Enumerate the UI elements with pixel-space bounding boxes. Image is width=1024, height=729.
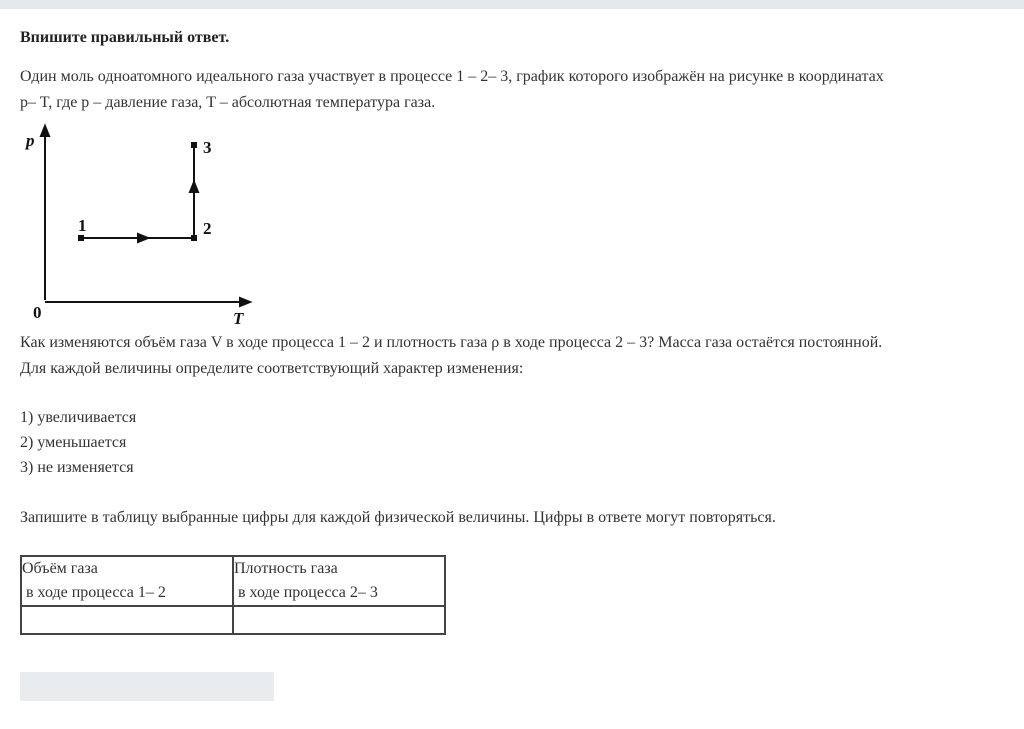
point-3: [192, 143, 196, 147]
question-line: Для каждой величины определите соответствующий характер изменения:: [20, 360, 524, 377]
point-3-label: 3: [203, 138, 212, 157]
point-2-label: 2: [203, 219, 212, 238]
question-text: [20, 330, 1010, 382]
task-heading: Впишите правильный ответ.: [20, 29, 230, 46]
option-item: 1) увеличивается: [20, 409, 137, 426]
answer-table: [20, 555, 446, 635]
intro-text: [20, 64, 1010, 116]
arrow-up-icon: [190, 182, 198, 192]
t-axis-label: T: [233, 309, 244, 328]
header-volume: [21, 556, 233, 606]
answer-cell-density[interactable]: [233, 606, 445, 634]
header-line: Объём газа: [22, 560, 98, 577]
origin-label: 0: [33, 303, 42, 322]
option-item: 2) уменьшается: [20, 434, 127, 451]
point-2: [192, 236, 196, 240]
arrow-right-icon: [138, 234, 148, 242]
header-line: Плотность газа: [234, 560, 338, 577]
header-line: в ходе процесса 2– 3: [234, 584, 378, 601]
point-1: [79, 236, 83, 240]
answer-cell-volume[interactable]: [21, 606, 233, 634]
intro-line: Один моль одноатомного идеального газа участвует в процессе 1 – 2– 3, график которого изображён на рисунке в координатах: [20, 68, 884, 85]
top-bar: [0, 0, 1024, 9]
question-line: Как изменяются объём газа V в ходе процесса 1 – 2 и плотность газа ρ в ходе процесса 2 – 3? Масса газа остаётся постоянной.: [20, 334, 883, 351]
p-axis-arrow-icon: [41, 126, 49, 136]
intro-line: p– T, где p – давление газа, T – абсолютная температура газа.: [20, 94, 436, 111]
header-line: в ходе процесса 1– 2: [22, 584, 166, 601]
options-list: [20, 405, 1010, 480]
option-item: 3) не изменяется: [20, 459, 134, 476]
point-1-label: 1: [78, 216, 87, 235]
answer-input[interactable]: [20, 672, 274, 701]
header-density: [233, 556, 445, 606]
pt-graph: [0, 120, 270, 330]
p-axis-label: p: [26, 131, 35, 150]
t-axis-arrow-icon: [240, 298, 250, 306]
instruction-text: Запишите в таблицу выбранные цифры для каждой физической величины. Цифры в ответе могут повторяться.: [20, 509, 776, 526]
